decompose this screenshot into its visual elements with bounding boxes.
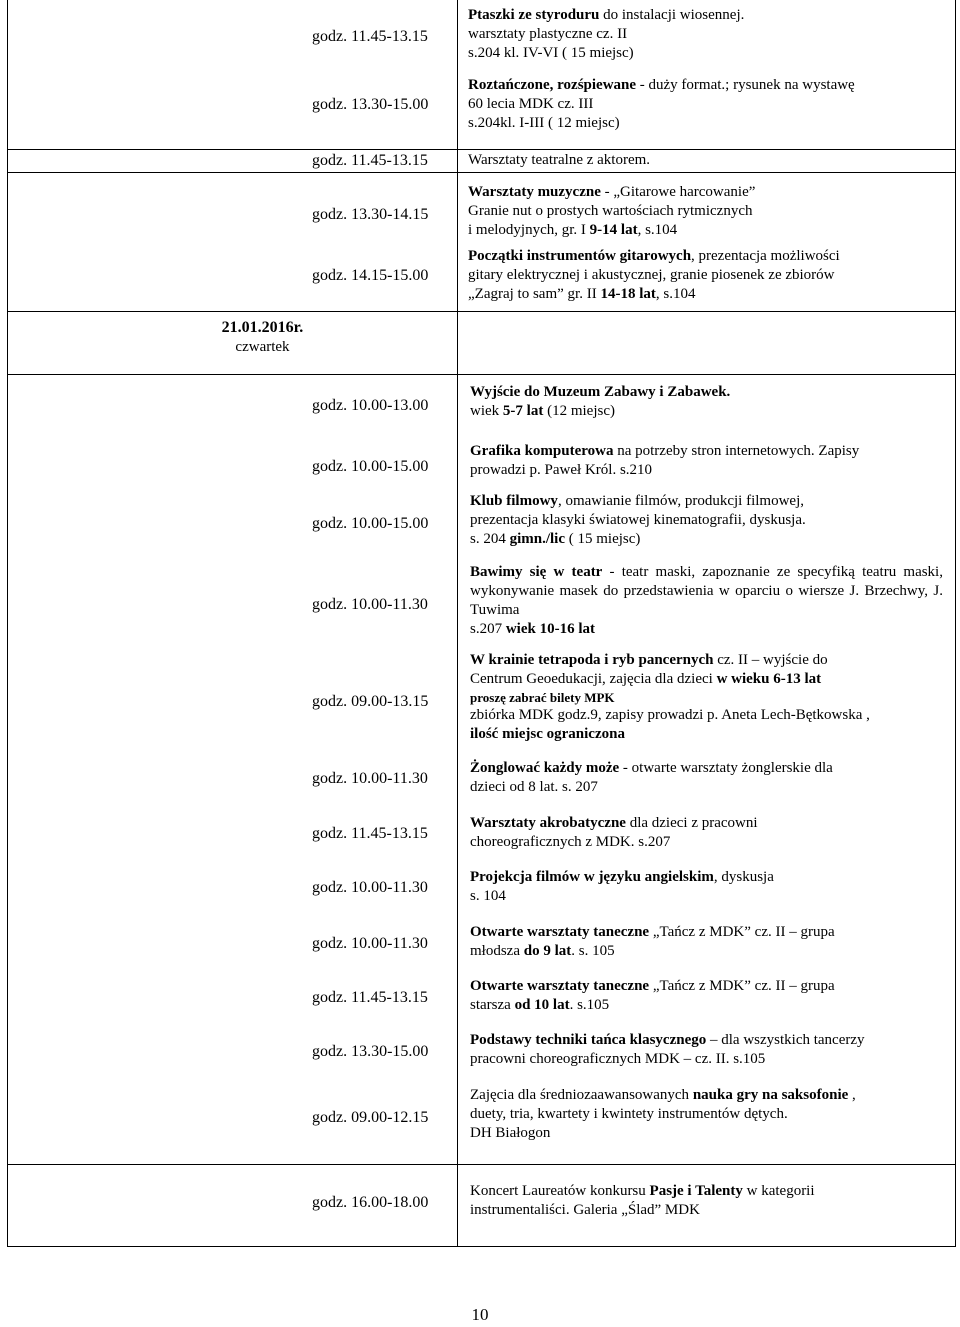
event-text: wiek [470,403,503,419]
event-taneczne-starsza [470,977,943,1015]
time-slot: godz. 11.45-13.15 [312,989,428,1006]
event-title: Otwarte warsztaty taneczne [470,924,650,940]
event-teatr [470,563,943,639]
event-title: Ptaszki ze styroduru [468,7,600,23]
event-grafika [470,442,943,480]
event-title: Warsztaty akrobatyczne [470,815,626,831]
event-text: . s.105 [569,997,610,1013]
time-slot: godz. 10.00-11.30 [312,879,428,896]
event-age: wiek 10-16 lat [505,621,596,637]
event-text: Warsztaty teatralne z aktorem. [468,152,651,168]
time-slot: godz. 11.45-13.15 [312,152,428,169]
event-roztanczone [468,76,943,133]
event-text: s.204 kl. IV-VI ( 15 miejsc) [468,45,634,61]
event-title: Klub filmowy [470,493,558,509]
event-text: , omawianie filmów, produkcji filmowej, [557,493,804,509]
time-slot: godz. 11.45-13.15 [312,825,428,842]
event-text: - duży format.; rysunek na wystawę [636,77,855,93]
event-muzyczne [468,183,943,240]
event-text: „Tańcz z MDK” cz. II – grupa [649,924,835,940]
event-koncert [470,1182,943,1220]
event-text: cz. II – wyjście do [713,652,828,668]
event-title: Bawimy się w teatr [470,564,603,580]
event-text: - otwarte warsztaty żonglerskie dla [619,760,833,776]
event-text: s.207 [470,621,506,637]
event-text: „Zagraj to sam” gr. II [468,286,601,302]
event-text: s.204kl. I-III ( 12 miejsc) [468,115,620,131]
event-age: od 10 lat [514,997,570,1013]
event-title: Projekcja filmów w języku angielskim [470,869,714,885]
time-slot: godz. 10.00-13.00 [312,397,429,414]
event-text: s. 204 [470,531,510,547]
event-text: 60 lecia MDK cz. III [468,96,594,112]
event-text: Centrum Geoedukacji, zajęcia dla dzieci [470,671,717,687]
event-text: s. 104 [470,888,506,904]
date-weekday: czwartek [235,339,290,355]
event-title: Otwarte warsztaty taneczne [470,978,650,994]
event-ptaszki [468,6,943,63]
event-taneczne-mlodsza [470,923,943,961]
event-text: instrumentaliści. Galeria „Ślad” MDK [470,1202,700,1218]
event-cell [458,375,955,1164]
event-title: Wyjście do Muzeum Zabawy i Zabawek. [470,384,731,400]
event-cell [458,1165,955,1246]
time-slot: godz. 10.00-15.00 [312,515,429,532]
event-klub [470,492,943,549]
event-age: w wieku 6-13 lat [716,671,822,687]
event-cell [458,0,955,149]
time-slot: godz. 14.15-15.00 [312,267,429,284]
event-age: 9-14 lat [589,222,638,238]
time-slot: godz. 13.30-14.15 [312,206,429,223]
time-slot: godz. 09.00-12.15 [312,1109,429,1126]
event-text: duety, tria, kwartety i kwintety instrumentów dętych. [470,1106,788,1122]
event-teatralne [468,151,943,170]
time-slot: godz. 10.00-11.30 [312,770,428,787]
event-age: 5-7 lat [502,403,544,419]
event-saksofon [470,1086,943,1143]
event-text: prezentacja klasyki światowej kinematografii, dyskusja. [470,512,806,528]
event-text: , prezentacja możliwości [691,248,840,264]
event-text: , s.104 [637,222,678,238]
event-text: prowadzi p. Paweł Król. s.210 [470,462,653,478]
event-text: Zajęcia dla średniozaawansowanych [470,1087,693,1103]
event-title: Żonglować każdy może [470,760,620,776]
date-day: 21.01.2016r. [221,319,304,336]
event-akrobatyczne [470,814,943,852]
event-gitarowe [468,247,943,304]
event-text: – dla wszystkich tancerzy [706,1032,865,1048]
time-slot: godz. 10.00-15.00 [312,458,429,475]
time-slot: godz. 09.00-13.15 [312,693,429,710]
event-text: , [848,1087,856,1103]
date-heading [8,318,457,356]
event-age: do 9 lat [523,943,572,959]
event-note: ilość miejsc ograniczona [470,726,625,742]
event-text: i melodyjnych, gr. I [468,222,590,238]
event-title: Warsztaty muzyczne [468,184,601,200]
event-projekcja [470,868,943,906]
event-tetrapod [470,651,943,744]
event-title: nauka gry na saksofonie [692,1087,849,1103]
event-text: . s. 105 [571,943,615,959]
event-text: Koncert Laureatów konkursu [470,1183,650,1199]
event-note: proszę zabrać bilety MPK [470,690,615,705]
event-age: 14-18 lat [600,286,656,302]
event-text: Granie nut o prostych wartościach rytmicznych [468,203,753,219]
event-text: ( 15 miejsc) [565,531,641,547]
row-divider [8,311,955,312]
event-text: warsztaty plastyczne cz. II [468,26,628,42]
event-muzeum [470,383,943,421]
event-level: gimn./lic [509,531,566,547]
event-text: (12 miejsc) [543,403,615,419]
time-slot: godz. 13.30-15.00 [312,1043,429,1060]
event-title: Grafika komputerowa [470,443,614,459]
event-text: DH Białogon [470,1125,551,1141]
time-slot: godz. 11.45-13.15 [312,28,428,45]
event-cell [458,150,955,172]
time-slot: godz. 10.00-11.30 [312,935,428,952]
time-slot: godz. 16.00-18.00 [312,1194,429,1211]
event-text: do instalacji wiosennej. [599,7,745,23]
time-slot: godz. 10.00-11.30 [312,596,428,613]
event-zonglowac [470,759,943,797]
event-text: , s.104 [655,286,696,302]
event-text: choreograficznych z MDK. s.207 [470,834,671,850]
event-title: W krainie tetrapoda i ryb pancernych [470,652,714,668]
event-text: starsza [470,997,515,1013]
event-text: młodsza [470,943,524,959]
event-title: Roztańczone, rozśpiewane [468,77,637,93]
event-title: Pasje i Talenty [649,1183,743,1199]
event-title: Początki instrumentów gitarowych [468,248,692,264]
event-text: - „Gitarowe harcowanie” [600,184,756,200]
time-slot: godz. 13.30-15.00 [312,96,429,113]
event-text: , dyskusja [713,869,774,885]
event-text: „Tańcz z MDK” cz. II – grupa [649,978,835,994]
event-klasyczny [470,1031,943,1069]
event-text: dzieci od 8 lat. s. 207 [470,779,598,795]
event-text: w kategorii [742,1183,815,1199]
event-text: - teatr maski, zapoznanie ze specyfiką teatru maski, wykonywanie masek do przedstawienia w oparciu o wiersze J. Brzechwy, J. Tuwima [470,564,943,618]
event-text: gitary elektrycznej i akustycznej, granie piosenek ze zbiorów [468,267,835,283]
event-title: Podstawy techniki tańca klasycznego [470,1032,707,1048]
event-text: zbiórka MDK godz.9, zapisy prowadzi p. Aneta Lech-Bętkowska , [470,707,870,723]
schedule-table [7,0,956,1247]
page-number: 10 [471,1305,489,1324]
event-text: na potrzeby stron internetowych. Zapisy [613,443,860,459]
event-cell [458,173,955,311]
event-text: dla dzieci z pracowni [625,815,758,831]
event-text: pracowni choreograficznych MDK – cz. II. s.105 [470,1051,766,1067]
